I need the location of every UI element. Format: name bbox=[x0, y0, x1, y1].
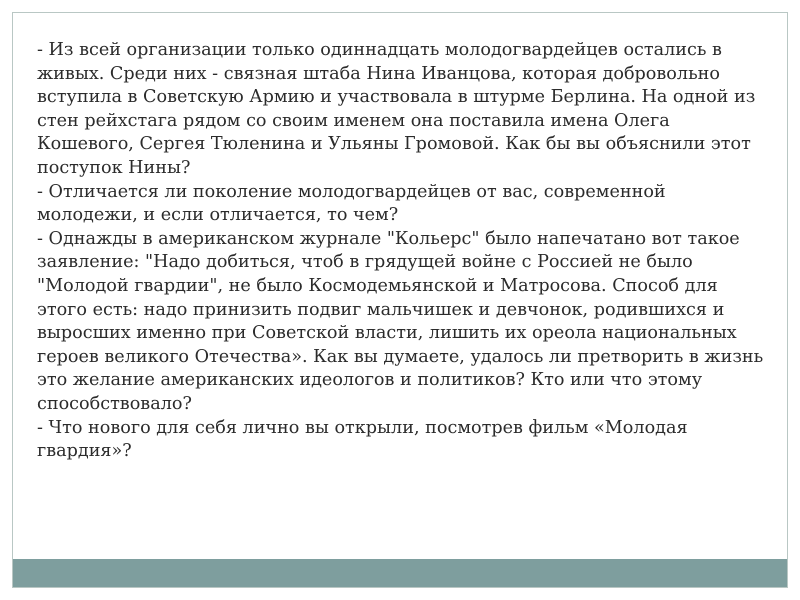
slide bbox=[12, 12, 788, 588]
paragraph-2: - Отличается ли поколение молодогвардейцев от вас, современной молодежи, и если отличается, то чем? bbox=[37, 181, 666, 226]
paragraph-3: - Однажды в американском журнале "Кольерс" было напечатано вот такое заявление: "Надо добиться, чтоб в грядущей войне с Россией не было "Молодой гвардии", не было Космодемьянской и Матросова. Способ для этого есть: надо принизить подвиг мальчишек и девчонок, родившихся и выросших именно при Советской власти, лишить их ореола национальных героев великого Отечества». Как вы думаете, удалось ли претворить в жизнь это желание американских идеологов и политиков? Кто или что этому способствовало? bbox=[37, 228, 764, 414]
footer-bar bbox=[13, 559, 787, 587]
paragraph-1: - Из всей организации только одиннадцать молодогвардейцев остались в живых. Среди них - связная штаба Нина Иванцова, которая добровольно вступила в Советскую Армию и участвовала в штурме Берлина. На одной из стен рейхстага рядом со своим именем она поставила имена Олега Кошевого, Сергея Тюленина и Ульяны Громовой. Как бы вы объяснили этот поступок Нины? bbox=[37, 40, 756, 178]
paragraph-4: - Что нового для себя лично вы открыли, посмотрев фильм «Молодая гвардия»? bbox=[37, 417, 688, 462]
discussion-questions-text bbox=[37, 39, 767, 464]
